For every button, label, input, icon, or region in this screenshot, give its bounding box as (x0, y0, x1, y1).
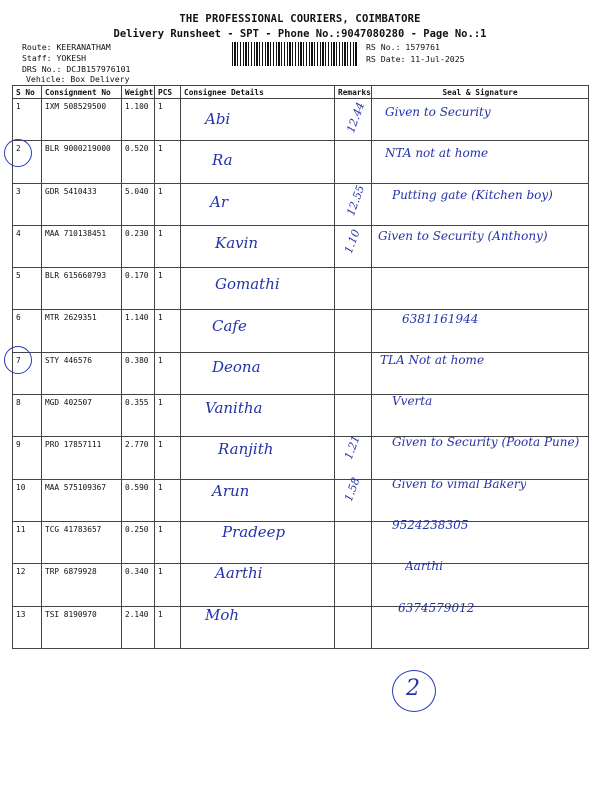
pcs-cell: 1 (155, 268, 181, 310)
weight-cell: 0.380 (122, 352, 155, 394)
consignment-cell: TRP 6879928 (42, 564, 122, 606)
consignment-cell: BLR 615660793 (42, 268, 122, 310)
row-circle-mark (4, 346, 32, 374)
weight-cell: 2.140 (122, 606, 155, 648)
rs-number: RS No.: 1579761 (366, 42, 440, 52)
weight-cell: 5.040 (122, 183, 155, 225)
col-seal: Seal & Signature (372, 86, 589, 99)
consignment-cell: TSI 8190970 (42, 606, 122, 648)
company-title: THE PROFESSIONAL COURIERS, COIMBATORE (179, 13, 421, 25)
consignee-cell (181, 141, 335, 183)
pcs-cell: 1 (155, 141, 181, 183)
consignee-handwriting: Moh (205, 605, 240, 624)
remarks-cell (335, 395, 372, 437)
consignee-handwriting: Kavin (215, 233, 259, 252)
pcs-cell: 1 (155, 99, 181, 141)
consignee-handwriting: Arun (212, 481, 250, 500)
table-header-row (13, 86, 589, 99)
page-mark: 2 (406, 676, 420, 701)
route-label: Route: KEERANATHAM (22, 42, 111, 52)
table-row (13, 564, 589, 606)
sno-cell: 9 (13, 437, 42, 479)
sno-cell: 6 (13, 310, 42, 352)
sno-cell: 2 (13, 141, 42, 183)
weight-cell: 0.230 (122, 225, 155, 267)
pcs-cell: 1 (155, 352, 181, 394)
sno-cell: 12 (13, 564, 42, 606)
weight-cell: 0.520 (122, 141, 155, 183)
col-sno: S No (13, 86, 42, 99)
consignee-cell (181, 183, 335, 225)
consignee-handwriting: Abi (205, 110, 231, 128)
seal-signature-handwriting: Given to Security (Anthony) (378, 228, 548, 243)
seal-signature-handwriting: NTA not at home (385, 146, 489, 161)
consignment-cell: MAA 710138451 (42, 225, 122, 267)
remark-handwriting: 1.21 (341, 434, 363, 462)
table-row (13, 606, 589, 648)
pcs-cell: 1 (155, 564, 181, 606)
consignee-cell (181, 479, 335, 521)
weight-cell: 2.770 (122, 437, 155, 479)
remark-handwriting: 12.55 (344, 183, 368, 218)
consignment-cell: TCG 41783657 (42, 521, 122, 563)
table-row (13, 141, 589, 183)
sno-cell: 8 (13, 395, 42, 437)
consignment-cell: MGD 402507 (42, 395, 122, 437)
remark-handwriting: 1.58 (341, 475, 363, 503)
seal-cell (372, 268, 589, 310)
sno-cell: 4 (13, 225, 42, 267)
runsheet-table (12, 85, 589, 649)
consignment-cell: IXM 508529500 (42, 99, 122, 141)
seal-signature-handwriting: 6381161944 (402, 311, 479, 326)
consignee-cell (181, 310, 335, 352)
sno-cell: 3 (13, 183, 42, 225)
remarks-cell (335, 352, 372, 394)
pcs-cell: 1 (155, 183, 181, 225)
pcs-cell: 1 (155, 310, 181, 352)
vehicle-label: Vehicle: Box Delivery (26, 74, 130, 84)
seal-signature-handwriting: 6374579012 (398, 600, 475, 615)
consignee-handwriting: Pradeep (222, 523, 286, 541)
rs-date: RS Date: 11-Jul-2025 (366, 54, 465, 64)
sno-cell: 11 (13, 521, 42, 563)
table-row (13, 268, 589, 310)
consignee-handwriting: Vanitha (205, 399, 263, 418)
seal-signature-handwriting: Given to Security (Poota Pune) (392, 435, 580, 450)
table-row (13, 521, 589, 563)
sno-cell: 1 (13, 99, 42, 141)
seal-signature-handwriting: Putting gate (Kitchen boy) (392, 187, 553, 202)
remarks-cell (335, 521, 372, 563)
pcs-cell: 1 (155, 225, 181, 267)
table-row (13, 352, 589, 394)
seal-signature-handwriting: Given to Security (385, 105, 491, 119)
consignment-cell: BLR 9000219000 (42, 141, 122, 183)
runsheet-title: Delivery Runsheet - SPT - Phone No.:9047080280 - Page No.:1 (113, 28, 487, 40)
consignee-handwriting: Ar (210, 192, 229, 211)
remark-handwriting: 1.10 (341, 227, 363, 256)
remarks-cell (335, 268, 372, 310)
consignee-handwriting: Cafe (212, 316, 247, 335)
consignee-handwriting: Gomathi (215, 275, 280, 294)
remarks-cell (335, 606, 372, 648)
consignee-handwriting: Ranjith (218, 440, 274, 459)
weight-cell: 0.355 (122, 395, 155, 437)
consignee-handwriting: Deona (212, 357, 261, 376)
consignee-handwriting: Ra (212, 151, 233, 170)
col-consignee: Consignee Details (181, 86, 335, 99)
pcs-cell: 1 (155, 521, 181, 563)
col-pcs: PCS (155, 86, 181, 99)
drs-label: DRS No.: DCJB157976101 (22, 64, 131, 74)
col-remarks: Remarks (335, 86, 372, 99)
sno-cell: 7 (13, 352, 42, 394)
pcs-cell: 1 (155, 606, 181, 648)
consignment-cell: STY 446576 (42, 352, 122, 394)
staff-label: Staff: YOKESH (22, 53, 87, 63)
sno-cell: 5 (13, 268, 42, 310)
consignee-cell (181, 606, 335, 648)
sno-cell: 10 (13, 479, 42, 521)
consignee-cell (181, 99, 335, 141)
pcs-cell: 1 (155, 437, 181, 479)
consignee-handwriting: Aarthi (215, 564, 263, 583)
sno-cell: 13 (13, 606, 42, 648)
remark-handwriting: 12.44 (344, 100, 368, 135)
remarks-cell (335, 141, 372, 183)
weight-cell: 0.340 (122, 564, 155, 606)
remarks-cell (335, 564, 372, 606)
seal-signature-handwriting: Given to vimal Bakery (392, 476, 527, 491)
remarks-cell (335, 310, 372, 352)
pcs-cell: 1 (155, 479, 181, 521)
seal-signature-handwriting: 9524238305 (392, 518, 469, 532)
weight-cell: 0.250 (122, 521, 155, 563)
col-weight: Weight (122, 86, 155, 99)
weight-cell: 1.140 (122, 310, 155, 352)
seal-signature-handwriting: TLA Not at home (380, 352, 485, 367)
weight-cell: 0.170 (122, 268, 155, 310)
consignment-cell: PRO 17857111 (42, 437, 122, 479)
consignment-cell: MAA 575109367 (42, 479, 122, 521)
table-row (13, 310, 589, 352)
table-row (13, 99, 589, 141)
pcs-cell: 1 (155, 395, 181, 437)
consignment-cell: MTR 2629351 (42, 310, 122, 352)
table-row (13, 395, 589, 437)
col-consignment: Consignment No (42, 86, 122, 99)
seal-signature-handwriting: Vverta (392, 394, 433, 409)
weight-cell: 0.590 (122, 479, 155, 521)
barcode (232, 42, 357, 66)
weight-cell: 1.100 (122, 99, 155, 141)
consignment-cell: GDR 5410433 (42, 183, 122, 225)
seal-signature-handwriting: Aarthi (405, 559, 443, 574)
